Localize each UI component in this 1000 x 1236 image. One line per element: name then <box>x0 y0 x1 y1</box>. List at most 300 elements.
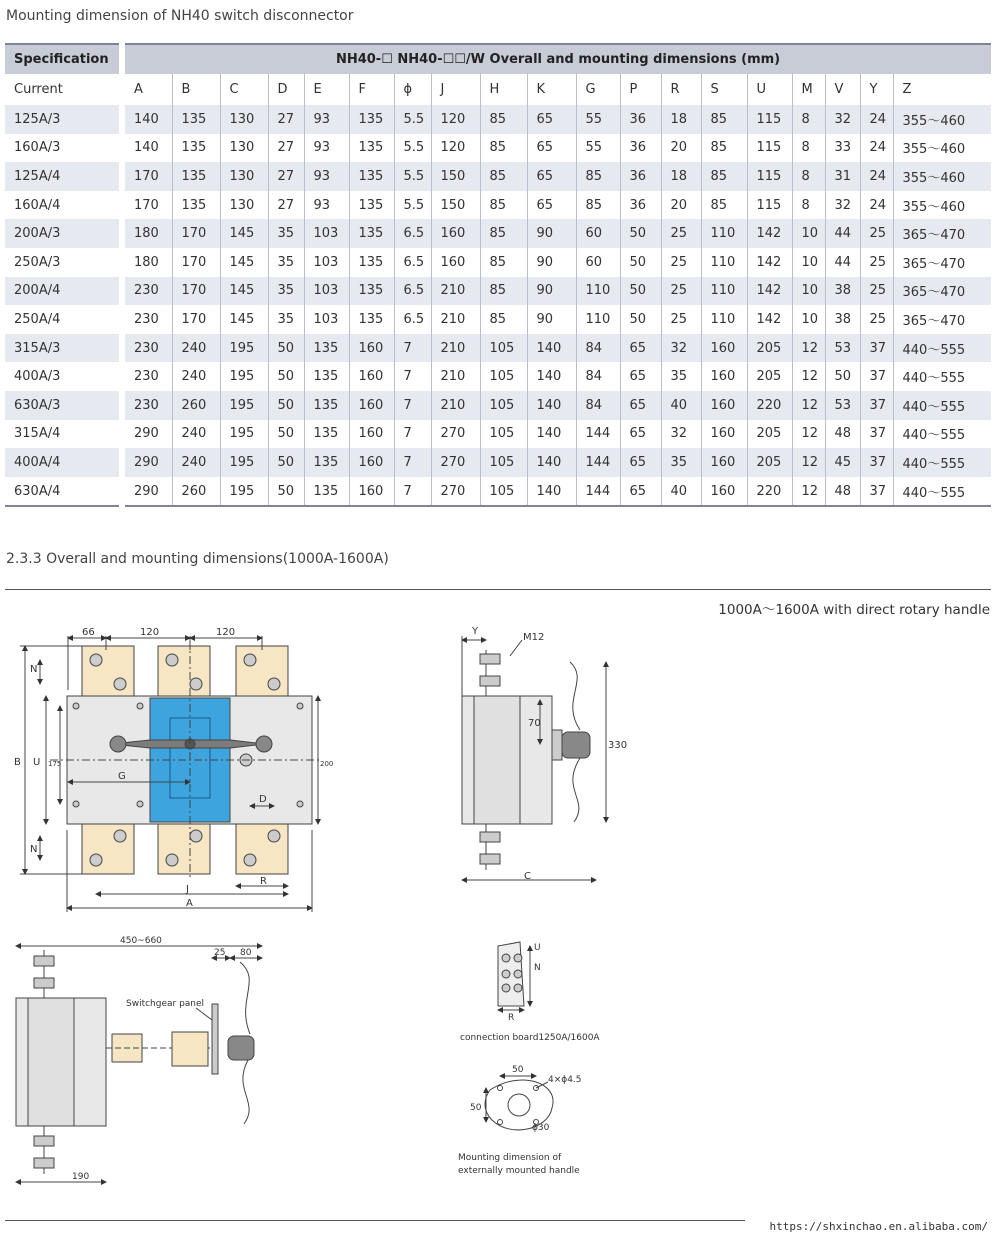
value-cell: 25 <box>661 305 701 334</box>
value-cell: 240 <box>172 362 220 391</box>
current-cell: 160A/3 <box>5 134 122 163</box>
value-cell: 120 <box>431 134 480 163</box>
value-cell: 130 <box>220 134 268 163</box>
value-cell: 85 <box>480 248 527 277</box>
value-cell: 110 <box>576 277 620 306</box>
value-cell: 10 <box>792 277 825 306</box>
value-cell: 230 <box>122 277 172 306</box>
value-cell: 160 <box>349 391 394 420</box>
value-cell: 8 <box>792 191 825 220</box>
column-header: P <box>620 74 661 105</box>
value-cell: 93 <box>304 105 349 134</box>
current-cell: 125A/3 <box>5 105 122 134</box>
dim-190: 190 <box>72 1172 90 1182</box>
value-cell: 7 <box>394 362 431 391</box>
value-cell: 195 <box>220 477 268 507</box>
value-cell: 27 <box>268 162 304 191</box>
current-cell: 315A/3 <box>5 334 122 363</box>
value-cell: 135 <box>349 219 394 248</box>
value-cell: 205 <box>747 334 792 363</box>
value-cell: 140 <box>122 105 172 134</box>
value-cell: 105 <box>480 334 527 363</box>
value-cell: 50 <box>268 334 304 363</box>
value-cell: 135 <box>304 477 349 507</box>
value-cell: 210 <box>431 334 480 363</box>
value-cell: 8 <box>792 134 825 163</box>
column-header: H <box>480 74 527 105</box>
label-u: U <box>33 757 41 768</box>
value-cell: 140 <box>527 420 576 449</box>
column-header: E <box>304 74 349 105</box>
dim-50-a: 50 <box>512 1065 524 1075</box>
value-cell: 65 <box>620 448 661 477</box>
value-cell: 142 <box>747 219 792 248</box>
value-cell: 240 <box>172 420 220 449</box>
value-cell: 85 <box>480 105 527 134</box>
value-cell: 36 <box>620 191 661 220</box>
value-cell: 170 <box>122 191 172 220</box>
dim-330: 330 <box>608 740 628 751</box>
value-cell: 440～555 <box>893 334 991 363</box>
value-cell: 170 <box>172 219 220 248</box>
column-header: Y <box>860 74 893 105</box>
value-cell: 40 <box>661 477 701 507</box>
value-cell: 142 <box>747 305 792 334</box>
dim-70: 70 <box>528 718 541 729</box>
value-cell: 195 <box>220 334 268 363</box>
value-cell: 7 <box>394 477 431 507</box>
value-cell: 6.5 <box>394 305 431 334</box>
value-cell: 180 <box>122 219 172 248</box>
value-cell: 440～555 <box>893 391 991 420</box>
value-cell: 160 <box>431 219 480 248</box>
value-cell: 8 <box>792 162 825 191</box>
dim-80: 80 <box>240 948 252 958</box>
label-y: Y <box>472 626 479 637</box>
value-cell: 65 <box>620 334 661 363</box>
current-cell: 200A/4 <box>5 277 122 306</box>
value-cell: 38 <box>825 305 860 334</box>
current-cell: 250A/3 <box>5 248 122 277</box>
column-header: S <box>701 74 747 105</box>
dim-175: 175 <box>48 760 62 768</box>
value-cell: 20 <box>661 134 701 163</box>
value-cell: 24 <box>860 162 893 191</box>
value-cell: 135 <box>349 277 394 306</box>
side-view-drawing <box>462 636 606 880</box>
value-cell: 145 <box>220 305 268 334</box>
value-cell: 12 <box>792 362 825 391</box>
value-cell: 35 <box>268 219 304 248</box>
value-cell: 6.5 <box>394 248 431 277</box>
value-cell: 18 <box>661 105 701 134</box>
value-cell: 93 <box>304 162 349 191</box>
handle-mounting-labels <box>458 1065 582 1176</box>
value-cell: 135 <box>349 162 394 191</box>
value-cell: 290 <box>122 448 172 477</box>
current-cell: 250A/4 <box>5 305 122 334</box>
section-title: 2.3.3 Overall and mounting dimensions(1000A-1600A) <box>6 551 389 567</box>
value-cell: 35 <box>661 362 701 391</box>
value-cell: 365～470 <box>893 305 991 334</box>
overall-header: NH40-☐ NH40-☐☐/W Overall and mounting dimensions (mm) <box>122 44 991 74</box>
current-cell: 160A/4 <box>5 191 122 220</box>
value-cell: 24 <box>860 105 893 134</box>
value-cell: 110 <box>701 248 747 277</box>
value-cell: 55 <box>576 105 620 134</box>
label-c: C <box>524 871 531 882</box>
value-cell: 130 <box>220 162 268 191</box>
value-cell: 160 <box>349 420 394 449</box>
value-cell: 93 <box>304 191 349 220</box>
value-cell: 12 <box>792 448 825 477</box>
value-cell: 142 <box>747 277 792 306</box>
label-g: G <box>118 771 126 782</box>
value-cell: 90 <box>527 248 576 277</box>
value-cell: 40 <box>661 391 701 420</box>
value-cell: 31 <box>825 162 860 191</box>
value-cell: 12 <box>792 334 825 363</box>
value-cell: 230 <box>122 391 172 420</box>
value-cell: 85 <box>701 191 747 220</box>
front-view-drawing <box>20 636 320 912</box>
value-cell: 35 <box>268 248 304 277</box>
value-cell: 65 <box>620 362 661 391</box>
value-cell: 7 <box>394 448 431 477</box>
label-n-bottom: N <box>30 844 38 855</box>
value-cell: 85 <box>480 305 527 334</box>
value-cell: 37 <box>860 334 893 363</box>
value-cell: 103 <box>304 248 349 277</box>
value-cell: 50 <box>620 248 661 277</box>
value-cell: 135 <box>349 105 394 134</box>
value-cell: 365～470 <box>893 219 991 248</box>
value-cell: 440～555 <box>893 362 991 391</box>
value-cell: 150 <box>431 162 480 191</box>
value-cell: 135 <box>349 191 394 220</box>
value-cell: 160 <box>701 362 747 391</box>
value-cell: 85 <box>480 191 527 220</box>
value-cell: 5.5 <box>394 105 431 134</box>
value-cell: 50 <box>620 305 661 334</box>
value-cell: 120 <box>431 105 480 134</box>
value-cell: 142 <box>747 248 792 277</box>
column-header: J <box>431 74 480 105</box>
value-cell: 7 <box>394 334 431 363</box>
value-cell: 270 <box>431 448 480 477</box>
value-cell: 5.5 <box>394 134 431 163</box>
value-cell: 145 <box>220 219 268 248</box>
connection-board-drawing <box>498 942 530 1010</box>
value-cell: 8 <box>792 105 825 134</box>
value-cell: 65 <box>527 105 576 134</box>
current-cell: 400A/3 <box>5 362 122 391</box>
value-cell: 205 <box>747 362 792 391</box>
value-cell: 7 <box>394 420 431 449</box>
value-cell: 355～460 <box>893 134 991 163</box>
column-header: B <box>172 74 220 105</box>
value-cell: 145 <box>220 248 268 277</box>
value-cell: 10 <box>792 219 825 248</box>
column-header: C <box>220 74 268 105</box>
value-cell: 365～470 <box>893 248 991 277</box>
value-cell: 135 <box>304 362 349 391</box>
value-cell: 103 <box>304 277 349 306</box>
value-cell: 105 <box>480 391 527 420</box>
label-m12: M12 <box>523 632 545 643</box>
value-cell: 180 <box>122 248 172 277</box>
value-cell: 65 <box>620 477 661 507</box>
value-cell: 60 <box>576 219 620 248</box>
value-cell: 65 <box>620 391 661 420</box>
value-cell: 105 <box>480 477 527 507</box>
value-cell: 140 <box>527 477 576 507</box>
value-cell: 84 <box>576 391 620 420</box>
value-cell: 48 <box>825 477 860 507</box>
value-cell: 50 <box>268 448 304 477</box>
value-cell: 85 <box>480 134 527 163</box>
board-label-n: N <box>534 963 541 973</box>
value-cell: 210 <box>431 305 480 334</box>
value-cell: 37 <box>860 448 893 477</box>
value-cell: 90 <box>527 277 576 306</box>
value-cell: 105 <box>480 420 527 449</box>
value-cell: 25 <box>860 248 893 277</box>
board-label-u: U <box>534 943 541 953</box>
value-cell: 210 <box>431 362 480 391</box>
value-cell: 90 <box>527 305 576 334</box>
value-cell: 140 <box>122 134 172 163</box>
value-cell: 135 <box>304 334 349 363</box>
value-cell: 65 <box>527 191 576 220</box>
value-cell: 90 <box>527 219 576 248</box>
dim-120-a: 120 <box>140 627 160 638</box>
drawing-subtitle: 1000A～1600A with direct rotary handle <box>718 602 990 618</box>
dim-120-b: 120 <box>216 627 236 638</box>
value-cell: 60 <box>576 248 620 277</box>
current-cell: 200A/3 <box>5 219 122 248</box>
value-cell: 135 <box>349 134 394 163</box>
value-cell: 50 <box>268 420 304 449</box>
value-cell: 140 <box>527 334 576 363</box>
value-cell: 170 <box>172 305 220 334</box>
value-cell: 48 <box>825 420 860 449</box>
value-cell: 85 <box>576 162 620 191</box>
value-cell: 440～555 <box>893 420 991 449</box>
value-cell: 160 <box>349 448 394 477</box>
value-cell: 160 <box>349 362 394 391</box>
label-d: D <box>259 794 267 805</box>
dim-450-660: 450~660 <box>120 936 162 946</box>
value-cell: 140 <box>527 391 576 420</box>
value-cell: 230 <box>122 305 172 334</box>
value-cell: 44 <box>825 248 860 277</box>
current-cell: 125A/4 <box>5 162 122 191</box>
value-cell: 65 <box>527 162 576 191</box>
value-cell: 170 <box>172 277 220 306</box>
value-cell: 36 <box>620 105 661 134</box>
value-cell: 170 <box>172 248 220 277</box>
value-cell: 25 <box>661 277 701 306</box>
value-cell: 105 <box>480 448 527 477</box>
value-cell: 160 <box>701 391 747 420</box>
value-cell: 27 <box>268 105 304 134</box>
value-cell: 10 <box>792 248 825 277</box>
value-cell: 195 <box>220 420 268 449</box>
value-cell: 115 <box>747 134 792 163</box>
value-cell: 36 <box>620 162 661 191</box>
value-cell: 6.5 <box>394 277 431 306</box>
value-cell: 50 <box>268 477 304 507</box>
value-cell: 135 <box>304 448 349 477</box>
column-header: D <box>268 74 304 105</box>
value-cell: 140 <box>527 448 576 477</box>
value-cell: 240 <box>172 448 220 477</box>
value-cell: 37 <box>860 391 893 420</box>
value-cell: 35 <box>661 448 701 477</box>
value-cell: 36 <box>620 134 661 163</box>
value-cell: 105 <box>480 362 527 391</box>
value-cell: 160 <box>349 334 394 363</box>
value-cell: 150 <box>431 191 480 220</box>
value-cell: 110 <box>576 305 620 334</box>
value-cell: 110 <box>701 277 747 306</box>
value-cell: 37 <box>860 477 893 507</box>
value-cell: 103 <box>304 305 349 334</box>
value-cell: 53 <box>825 391 860 420</box>
footer-url: https://shxinchao.en.alibaba.com/ <box>769 1220 988 1233</box>
value-cell: 135 <box>304 420 349 449</box>
value-cell: 25 <box>860 277 893 306</box>
value-cell: 85 <box>576 191 620 220</box>
value-cell: 50 <box>268 362 304 391</box>
value-cell: 6.5 <box>394 219 431 248</box>
value-cell: 260 <box>172 477 220 507</box>
column-header: V <box>825 74 860 105</box>
label-r: R <box>260 876 267 887</box>
value-cell: 160 <box>431 248 480 277</box>
current-cell: 630A/4 <box>5 477 122 507</box>
value-cell: 50 <box>825 362 860 391</box>
value-cell: 32 <box>825 105 860 134</box>
value-cell: 135 <box>349 305 394 334</box>
value-cell: 25 <box>661 248 701 277</box>
value-cell: 160 <box>701 477 747 507</box>
value-cell: 85 <box>701 105 747 134</box>
value-cell: 170 <box>122 162 172 191</box>
value-cell: 50 <box>620 219 661 248</box>
value-cell: 230 <box>122 362 172 391</box>
value-cell: 55 <box>576 134 620 163</box>
value-cell: 145 <box>220 277 268 306</box>
label-a: A <box>186 898 193 909</box>
value-cell: 93 <box>304 134 349 163</box>
value-cell: 37 <box>860 420 893 449</box>
value-cell: 440～555 <box>893 477 991 507</box>
value-cell: 160 <box>701 448 747 477</box>
value-cell: 270 <box>431 477 480 507</box>
dim-4-phi: 4×ϕ4.5 <box>548 1075 582 1085</box>
dim-50-b: 50 <box>470 1103 482 1113</box>
value-cell: 35 <box>268 305 304 334</box>
value-cell: 140 <box>527 362 576 391</box>
value-cell: 144 <box>576 420 620 449</box>
current-cell: 400A/4 <box>5 448 122 477</box>
value-cell: 205 <box>747 420 792 449</box>
label-n-top: N <box>30 664 38 675</box>
value-cell: 32 <box>661 334 701 363</box>
value-cell: 84 <box>576 362 620 391</box>
value-cell: 135 <box>172 105 220 134</box>
column-header: R <box>661 74 701 105</box>
value-cell: 195 <box>220 362 268 391</box>
value-cell: 103 <box>304 219 349 248</box>
value-cell: 53 <box>825 334 860 363</box>
value-cell: 160 <box>701 334 747 363</box>
value-cell: 85 <box>480 162 527 191</box>
value-cell: 355～460 <box>893 162 991 191</box>
value-cell: 44 <box>825 219 860 248</box>
value-cell: 65 <box>620 420 661 449</box>
value-cell: 27 <box>268 191 304 220</box>
spec-header: Specification <box>5 44 122 74</box>
label-j: J <box>186 884 189 895</box>
column-header: U <box>747 74 792 105</box>
value-cell: 65 <box>527 134 576 163</box>
value-cell: 240 <box>172 334 220 363</box>
label-b: B <box>14 757 21 768</box>
value-cell: 7 <box>394 391 431 420</box>
value-cell: 220 <box>747 391 792 420</box>
value-cell: 135 <box>172 134 220 163</box>
value-cell: 144 <box>576 477 620 507</box>
value-cell: 144 <box>576 448 620 477</box>
connection-board-caption: connection board1250A/1600A <box>460 1033 600 1043</box>
current-cell: 630A/3 <box>5 391 122 420</box>
value-cell: 135 <box>172 162 220 191</box>
value-cell: 270 <box>431 420 480 449</box>
value-cell: 18 <box>661 162 701 191</box>
value-cell: 135 <box>304 391 349 420</box>
value-cell: 38 <box>825 277 860 306</box>
value-cell: 115 <box>747 191 792 220</box>
value-cell: 230 <box>122 334 172 363</box>
value-cell: 290 <box>122 420 172 449</box>
label-switchgear-panel: Switchgear panel <box>126 999 205 1009</box>
value-cell: 220 <box>747 477 792 507</box>
value-cell: 12 <box>792 391 825 420</box>
value-cell: 130 <box>220 191 268 220</box>
column-header: M <box>792 74 825 105</box>
value-cell: 10 <box>792 305 825 334</box>
value-cell: 85 <box>480 219 527 248</box>
handle-caption-line1: Mounting dimension of <box>458 1153 562 1163</box>
current-cell: 315A/4 <box>5 420 122 449</box>
value-cell: 210 <box>431 391 480 420</box>
value-cell: 20 <box>661 191 701 220</box>
column-header: ϕ <box>394 74 431 105</box>
column-header: F <box>349 74 394 105</box>
value-cell: 33 <box>825 134 860 163</box>
value-cell: 35 <box>268 277 304 306</box>
value-cell: 290 <box>122 477 172 507</box>
column-header: G <box>576 74 620 105</box>
value-cell: 115 <box>747 105 792 134</box>
value-cell: 84 <box>576 334 620 363</box>
value-cell: 24 <box>860 134 893 163</box>
column-header: K <box>527 74 576 105</box>
value-cell: 25 <box>661 219 701 248</box>
